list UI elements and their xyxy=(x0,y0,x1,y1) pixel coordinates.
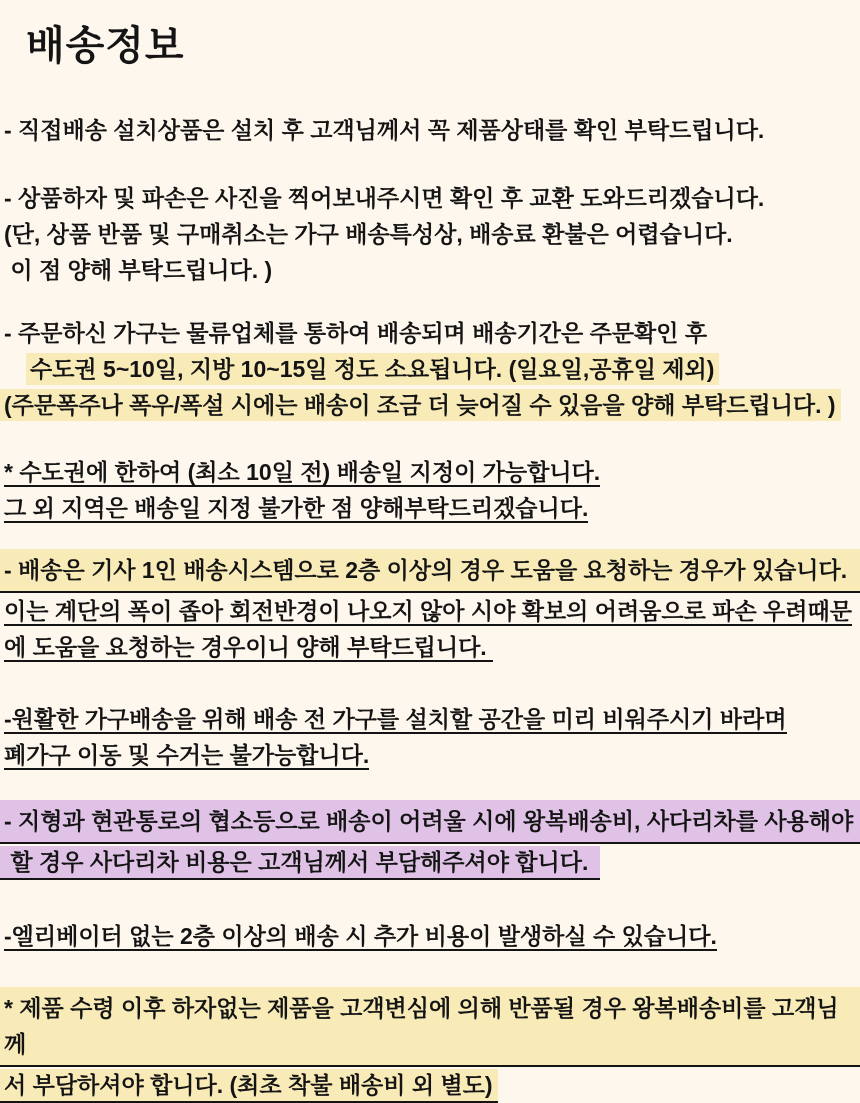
text-line-highlighted xyxy=(0,987,860,1067)
line-text: - 배송은 기사 1인 배송시스템으로 2층 이상의 경우 도움을 요청하는 경우가 있습니다. xyxy=(0,549,860,593)
line-text: - 상품하자 및 파손은 사진을 찍어보내주시면 확인 후 교환 도와드리겠습니다. xyxy=(4,185,765,211)
text-line-underlined xyxy=(0,918,860,954)
paragraph xyxy=(0,701,860,773)
line-text: 수도권 5~10일, 지방 10~15일 정도 소요됩니다. (일요일,공휴일 제외) xyxy=(26,353,719,385)
line-text: (주문폭주나 폭우/폭설 시에는 배송이 조금 더 늦어질 수 있음을 양해 부탁드립니다. ) xyxy=(0,389,841,421)
text-line-underlined xyxy=(0,454,860,490)
text-line-underlined xyxy=(0,701,860,737)
text-line xyxy=(0,216,860,252)
paragraph xyxy=(0,112,860,148)
line-text: - 주문하신 가구는 물류업체를 통하여 배송되며 배송기간은 주문확인 후 xyxy=(4,320,708,346)
line-text: 서 부담하셔야 합니다. (최초 착불 배송비 외 별도) xyxy=(0,1069,498,1103)
line-text: -엘리베이터 없는 2층 이상의 배송 시 추가 비용이 발생하실 수 있습니다. xyxy=(4,923,717,949)
text-line-highlighted xyxy=(0,800,860,844)
line-text: * 수도권에 한하여 (최소 10일 전) 배송일 지정이 가능합니다. xyxy=(4,459,601,485)
text-line xyxy=(0,180,860,216)
text-line xyxy=(0,252,860,288)
line-text: - 지형과 현관통로의 협소등으로 배송이 어려울 시에 왕복배송비, 사다리차를 사용해야 xyxy=(0,800,860,844)
paragraph xyxy=(0,549,860,665)
text-line-highlighted xyxy=(0,387,860,423)
line-text: -원활한 가구배송을 위해 배송 전 가구를 설치할 공간을 미리 비워주시기 바라며 xyxy=(4,706,787,732)
line-text: 그 외 지역은 배송일 지정 불가한 점 양해부탁드리겠습니다. xyxy=(4,495,589,521)
text-line-highlighted xyxy=(0,844,860,880)
paragraph xyxy=(0,918,860,954)
paragraph xyxy=(0,454,860,526)
page-title: 배송정보 xyxy=(26,24,185,68)
line-text: 할 경우 사다리차 비용은 고객님께서 부담해주셔야 합니다. xyxy=(0,846,600,880)
line-text: * 제품 수령 이후 하자없는 제품을 고객변심에 의해 반품될 경우 왕복배송비를 고객님께 xyxy=(0,987,860,1067)
line-text: 폐가구 이동 및 수거는 불가능합니다. xyxy=(4,742,370,768)
text-line-underlined xyxy=(0,737,860,773)
text-line-highlighted xyxy=(22,351,860,387)
text-line-underlined xyxy=(0,490,860,526)
text-line-highlighted xyxy=(0,1067,860,1103)
line-text: 이는 계단의 폭이 좁아 회전반경이 나오지 않아 시야 확보의 어려움으로 파손 우려때문 xyxy=(4,598,852,624)
text-line-underlined xyxy=(0,593,860,629)
line-text: (단, 상품 반품 및 구매취소는 가구 배송특성상, 배송료 환불은 어렵습니다. xyxy=(4,221,733,247)
line-text: - 직접배송 설치상품은 설치 후 고객님께서 꼭 제품상태를 확인 부탁드립니다. xyxy=(4,117,765,143)
line-text: 에 도움을 요청하는 경우이니 양해 부탁드립니다. xyxy=(4,634,494,660)
paragraph xyxy=(0,315,860,423)
paragraph xyxy=(0,180,860,288)
text-line-underlined xyxy=(0,629,860,665)
paragraph xyxy=(0,800,860,880)
text-line-highlighted xyxy=(0,549,860,593)
line-text: 이 점 양해 부탁드립니다. ) xyxy=(4,257,273,283)
paragraph xyxy=(0,987,860,1103)
text-line xyxy=(0,112,860,148)
text-line xyxy=(0,315,860,351)
